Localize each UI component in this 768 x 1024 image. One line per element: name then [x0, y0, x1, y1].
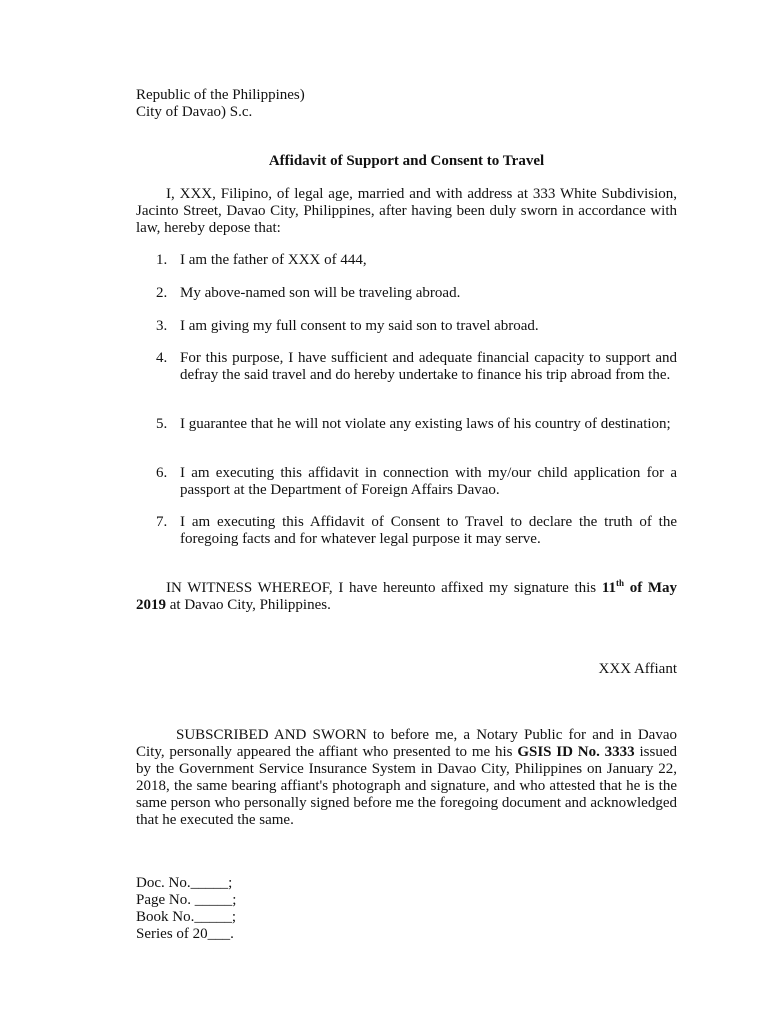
jurat-text-part1: SUBSCRIBED AND SWORN to before me, a Notary Public for and in Davao City, personally appeared the affiant who presented to me his: [136, 727, 677, 760]
list-item-2: [156, 285, 677, 302]
list-item-6: [156, 465, 677, 499]
list-item-1: [156, 252, 677, 269]
list-item-text: I am executing this affidavit in connection with my/our child application for a passport at the Department of Foreign Affairs Davao.: [180, 465, 677, 498]
jurisdiction-line-city: City of Davao) S.c.: [136, 104, 253, 120]
list-item-number: 6.: [156, 465, 168, 481]
witness-day: 11: [601, 580, 616, 596]
list-item-text: My above-named son will be traveling abroad.: [180, 285, 461, 301]
notary-register-fields: [136, 875, 677, 943]
list-item-text: I am giving my full consent to my said son to travel abroad.: [180, 318, 539, 334]
jurat-id-number: GSIS ID No. 3333: [517, 744, 635, 760]
list-item-5: [156, 416, 677, 433]
jurat-text-part2: issued by the Government Service Insurance System in Davao City, Philippines on January 22, 2018, the same bearing affiant's photograph and signature, and who attested that he is the same person who personally signed before me the foregoing document and acknowledged that he executed the same.: [136, 744, 677, 828]
list-item-text: I guarantee that he will not violate any existing laws of his country of destination;: [180, 416, 671, 432]
document-title: Affidavit of Support and Consent to Travel: [268, 153, 545, 169]
witness-paragraph: [136, 580, 677, 614]
witness-suffix: at Davao City, Philippines.: [166, 597, 331, 613]
list-item-text: I am executing this Affidavit of Consent to Travel to declare the truth of the foregoing facts and for whatever legal purpose it may serve.: [180, 514, 677, 547]
affiant-signature-line: XXX Affiant: [598, 661, 677, 677]
notary-book-no: Book No._____;: [136, 909, 237, 925]
list-item-4: [156, 350, 677, 384]
witness-month-year: of May 2019: [136, 580, 678, 613]
list-item-number: 3.: [156, 318, 168, 334]
jurisdiction-line-republic: Republic of the Philippines): [136, 87, 305, 103]
notary-doc-no: Doc. No._____;: [136, 875, 233, 891]
notary-page-no: Page No. _____;: [136, 892, 237, 908]
notary-series: Series of 20___.: [136, 926, 234, 942]
list-item-number: 1.: [156, 252, 168, 268]
list-item-number: 5.: [156, 416, 168, 432]
list-item-text: For this purpose, I have sufficient and adequate financial capacity to support and defray the said travel and do hereby undertake to finance his trip abroad from the.: [180, 350, 677, 383]
list-item-number: 4.: [156, 350, 168, 366]
intro-paragraph: I, XXX, Filipino, of legal age, married and with address at 333 White Subdivision, Jacinto Street, Davao City, Philippines, after having been duly sworn in accordance with law, hereby depose that:: [136, 186, 677, 236]
list-item-number: 7.: [156, 514, 168, 530]
list-item-text: I am the father of XXX of 444,: [180, 252, 367, 268]
jurat-paragraph: [136, 727, 677, 829]
list-item-number: 2.: [156, 285, 168, 301]
witness-prefix: IN WITNESS WHEREOF, I have hereunto affixed my signature this: [166, 580, 602, 596]
list-item-3: [156, 318, 677, 335]
witness-day-suffix: th: [616, 578, 625, 588]
list-item-7: [156, 514, 677, 548]
jurisdiction-header: [136, 87, 677, 121]
